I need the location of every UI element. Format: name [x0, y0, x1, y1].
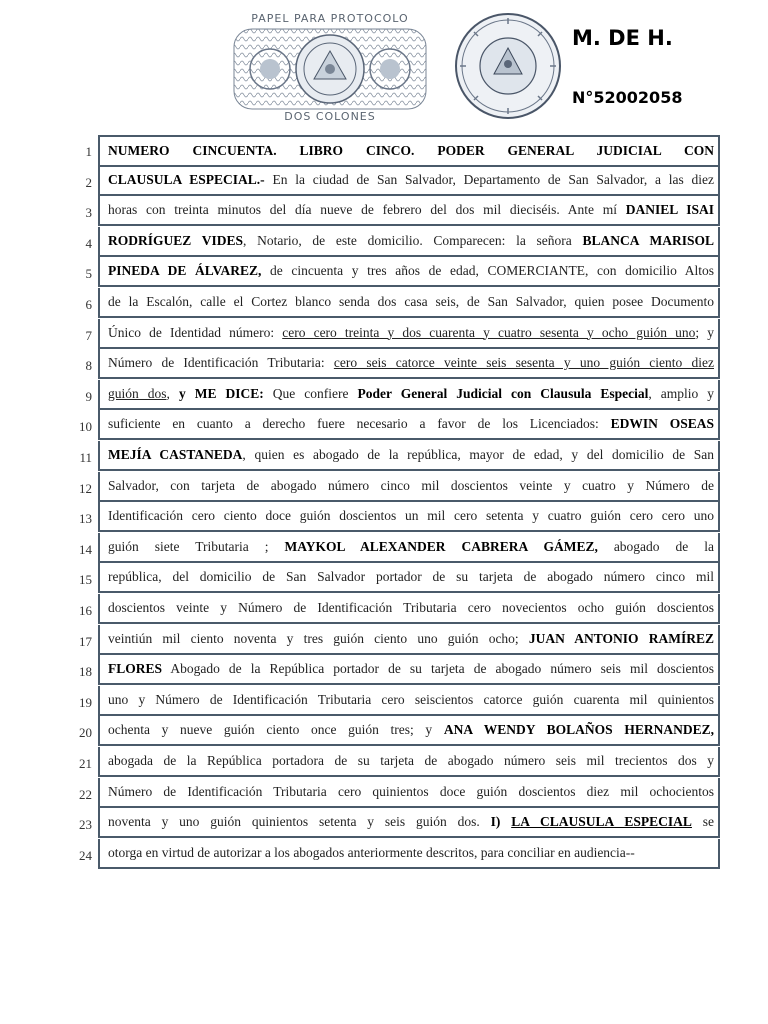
text-segment: abogado de la — [597, 538, 715, 554]
bold-text: DANIEL ISAI — [625, 202, 714, 218]
line-number: 2 — [85, 174, 92, 190]
line-number: 21 — [79, 756, 92, 771]
line-number: 1 — [85, 144, 92, 159]
line-box — [98, 594, 720, 624]
text-segment: otorga en virtud de autorizar a los abogados anteriormente descritos, para conciliar en audiencia-- — [108, 844, 635, 860]
line-box — [98, 686, 720, 716]
text-segment: guión siete Tributaria ; — [108, 538, 285, 554]
bold-text: y ME DICE: — [178, 385, 264, 401]
protocol-line — [0, 472, 768, 503]
line-text — [108, 599, 714, 617]
paper-type-label: PAPEL PARA PROTOCOLO — [251, 12, 409, 25]
text-segment: noventa y uno guión quinientos setenta y seis guión dos. — [108, 814, 491, 830]
text-segment: En la ciudad de San Salvador, Departamento de San Salvador, a las diez — [264, 171, 714, 187]
line-box — [98, 778, 720, 808]
text-segment: se — [691, 814, 715, 830]
text-segment: , Notario, de este domicilio. Comparecen: la señora — [243, 232, 583, 248]
protocol-line — [0, 227, 768, 258]
protocol-line — [0, 808, 768, 839]
line-text — [108, 232, 714, 250]
line-box — [98, 166, 720, 196]
line-text — [108, 201, 714, 219]
bold-text: EDWIN OSEAS — [610, 416, 714, 432]
protocol-line — [0, 288, 768, 319]
line-number: 23 — [79, 817, 92, 833]
line-text — [108, 844, 714, 862]
protocol-line — [0, 502, 768, 533]
bold-text: I) — [490, 814, 501, 830]
text-segment: abogada de la República portadora de su tarjeta de abogado número seis mil trecientos dos y — [108, 753, 714, 768]
line-number: 24 — [79, 847, 92, 863]
line-number: 15 — [79, 572, 92, 588]
text-segment: ochenta y nueve guión ciento once guión tres; y — [108, 722, 444, 738]
protocol-line — [0, 625, 768, 656]
line-text — [108, 446, 714, 464]
line-text — [108, 507, 714, 525]
protocol-line — [0, 196, 768, 227]
line-number: 16 — [79, 603, 92, 618]
line-box — [98, 410, 720, 440]
text-segment: uno y Número de Identificación Tributaria cero seiscientos catorce guión cuarenta mil quinientos — [108, 691, 714, 707]
line-box — [98, 655, 720, 685]
line-box — [98, 349, 720, 379]
line-text — [108, 262, 714, 280]
notary-initials: M. DE H. — [572, 26, 673, 50]
line-box — [98, 196, 720, 226]
line-number: 10 — [79, 419, 92, 435]
line-box — [98, 319, 720, 349]
underlined-text: cero seis catorce veinte seis sesenta y uno guión ciento diez — [333, 355, 714, 371]
line-number: 17 — [79, 633, 92, 649]
bold-text: FLORES — [108, 661, 163, 677]
protocol-line — [0, 594, 768, 625]
line-box — [98, 441, 720, 471]
protocol-line — [0, 135, 768, 166]
line-number: 22 — [79, 786, 92, 802]
protocol-line — [0, 716, 768, 747]
text-segment: doscientos veinte y Número de Identificación Tributaria cero novecientos ocho guión doscientos — [108, 600, 714, 615]
bold-text: CLAUSULA ESPECIAL.- — [108, 171, 265, 187]
line-number: 8 — [85, 358, 92, 374]
protocol-line — [0, 533, 768, 564]
protocol-line — [0, 166, 768, 197]
notary-seal-icon — [454, 12, 562, 120]
coat-of-arms-ornament-icon — [232, 27, 428, 111]
line-box — [98, 563, 720, 593]
line-text — [108, 477, 714, 495]
line-box — [98, 227, 720, 257]
line-number: 13 — [79, 511, 92, 527]
bold-text: LA CLAUSULA ESPECIAL — [511, 814, 692, 830]
supreme-court-seal — [454, 12, 562, 120]
line-number: 6 — [85, 297, 92, 312]
text-segment: de la Escalón, calle el Cortez blanco senda dos casa seis, de San Salvador, quien posee Documento — [108, 294, 714, 309]
line-box — [98, 625, 720, 655]
text-segment: Número de Identificación Tributaria: — [108, 355, 334, 371]
bold-text: ANA WENDY BOLAÑOS HERNANDEZ, — [443, 722, 714, 738]
line-number: 14 — [79, 541, 92, 557]
text-segment: ; y — [695, 324, 714, 340]
line-number: 19 — [79, 694, 92, 710]
protocol-line — [0, 839, 768, 870]
line-box — [98, 135, 720, 167]
bold-text: BLANCA MARISOL — [582, 232, 714, 248]
paper-value-label: DOS COLONES — [284, 110, 376, 123]
protocol-line — [0, 778, 768, 809]
line-box — [98, 472, 720, 502]
text-segment: Identificación cero ciento doce guión doscientos un mil cero setenta y cuatro guión cero cero uno — [108, 508, 714, 524]
line-text — [108, 813, 714, 831]
text-segment: Salvador, con tarjeta de abogado número cinco mil doscientos veinte y cuatro y Número de — [108, 477, 714, 493]
line-text — [108, 783, 714, 801]
line-number: 18 — [79, 664, 92, 680]
line-text — [108, 538, 714, 556]
underlined-text: cero cero treinta y dos cuarenta y cuatro sesenta y ocho guión uno — [282, 324, 696, 340]
protocol-line — [0, 686, 768, 717]
line-text — [108, 660, 714, 678]
line-number: 7 — [85, 327, 92, 343]
bold-text: NUMERO CINCUENTA. LIBRO CINCO. PODER GENERAL JUDICIAL CON — [108, 143, 714, 158]
document-header — [0, 0, 768, 135]
text-segment: Número de Identificación Tributaria cero quinientos doce guión doscientos diez mil ochocientos — [108, 783, 714, 799]
line-text — [108, 385, 714, 403]
line-text — [108, 415, 714, 433]
line-box — [98, 747, 720, 777]
line-text — [108, 721, 714, 739]
line-box — [98, 257, 720, 287]
line-box — [98, 380, 720, 410]
line-box — [98, 533, 720, 563]
text-segment: suficiente en cuanto a derecho fuere necesario a favor de los Licenciados: — [108, 416, 611, 432]
protocol-line — [0, 410, 768, 441]
text-segment: , amplio y — [648, 385, 715, 401]
line-number: 12 — [79, 480, 92, 496]
line-text — [108, 752, 714, 770]
protocol-line — [0, 655, 768, 686]
line-text — [108, 630, 714, 648]
line-text — [108, 142, 714, 160]
text-segment: , — [166, 385, 179, 401]
line-text — [108, 354, 714, 372]
protocol-paper-stamp — [232, 12, 428, 124]
line-box — [98, 502, 720, 532]
line-text — [108, 568, 714, 586]
protocol-line — [0, 257, 768, 288]
text-segment: horas con treinta minutos del día nueve de febrero del dos mil dieciséis. Ante mí — [108, 202, 626, 218]
protocol-line — [0, 349, 768, 380]
line-text — [108, 293, 714, 311]
bold-text: Poder General Judicial con Clausula Especial — [357, 385, 649, 401]
bold-text: MAYKOL ALEXANDER CABRERA GÁMEZ, — [284, 538, 598, 554]
protocol-line — [0, 319, 768, 350]
line-box — [98, 288, 720, 318]
text-segment: de cincuenta y tres años de edad, COMERCIANTE, con domicilio Altos — [261, 263, 714, 279]
text-segment: Único de Identidad número: — [108, 324, 283, 340]
line-number: 9 — [85, 388, 92, 404]
line-box — [98, 808, 720, 838]
bold-text: RODRÍGUEZ VIDES — [108, 232, 243, 248]
text-segment — [500, 814, 511, 829]
protocol-line — [0, 380, 768, 411]
line-text — [108, 691, 714, 709]
protocol-line — [0, 563, 768, 594]
line-number: 5 — [85, 266, 92, 282]
underlined-text: guión dos — [108, 385, 167, 401]
line-number: 4 — [85, 235, 92, 251]
line-text — [108, 171, 714, 189]
folio-number: N°52002058 — [572, 88, 683, 107]
text-segment: veintiún mil ciento noventa y tres guión ciento uno guión ocho; — [108, 630, 529, 646]
text-segment: Abogado de la República portador de su tarjeta de abogado número seis mil doscientos — [162, 661, 714, 677]
text-segment: Que confiere — [263, 385, 358, 401]
protocol-line — [0, 441, 768, 472]
line-text — [108, 324, 714, 342]
line-box — [98, 716, 720, 746]
line-number: 20 — [79, 725, 92, 741]
text-segment: , quien es abogado de la república, mayor de edad, y del domicilio de San — [242, 447, 715, 462]
bold-text: MEJÍA CASTANEDA — [108, 447, 243, 462]
line-box — [98, 839, 720, 869]
text-segment: república, del domicilio de San Salvador portador de su tarjeta de abogado número cinco mil — [108, 569, 714, 585]
protocol-line — [0, 747, 768, 778]
line-number: 11 — [79, 450, 92, 465]
bold-text: PINEDA DE ÁLVAREZ, — [108, 263, 262, 279]
line-number: 3 — [85, 205, 92, 221]
bold-text: JUAN ANTONIO RAMÍREZ — [528, 630, 714, 646]
